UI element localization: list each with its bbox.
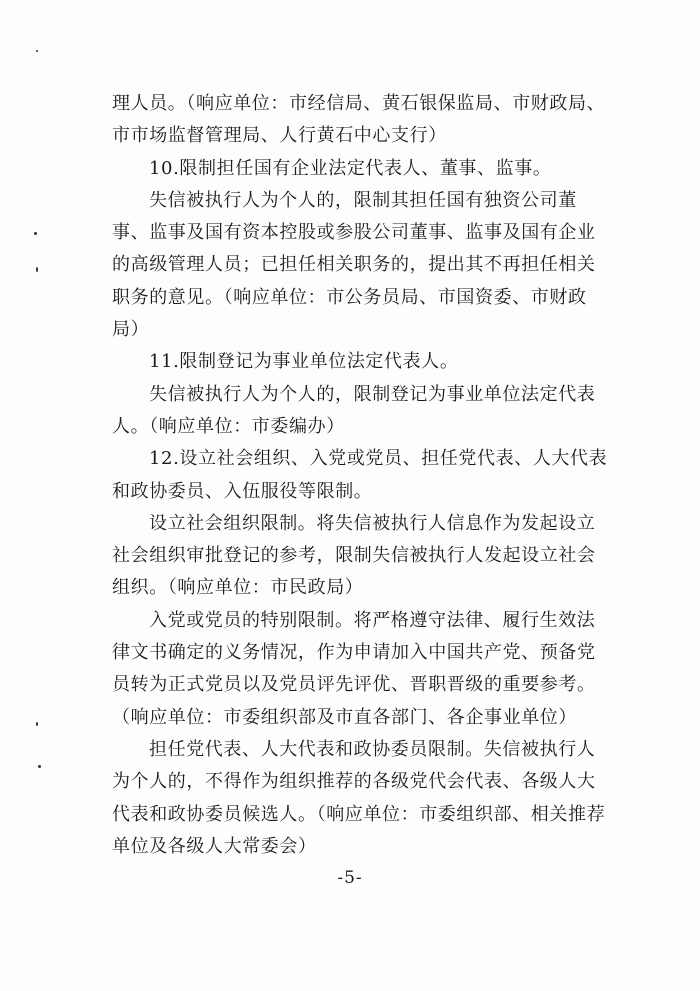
item-heading-10: 10.限制担任国有企业法定代表人、董事、监事。 xyxy=(149,157,552,179)
body-text xyxy=(112,88,612,863)
paragraph: 失信被执行人为个人的，限制其担任国有独资公司董事、监事及国有资本控股或参股公司董事、监事及国有企业的高级管理人员；已担任相关职务的，提出其不再担任相关职务的意见。（响应单位：市公务员局、市国资委、市财政局） xyxy=(112,189,596,341)
item-heading-12: 12.设立社会组织、入党或党员、担任党代表、人大代表和政协委员、入伍服役等限制。 xyxy=(112,448,608,502)
item-heading-11: 11.限制登记为事业单位法定代表人。 xyxy=(149,351,459,373)
scan-speck xyxy=(34,232,37,235)
paragraph-continuation: 理人员。（响应单位：市经信局、黄石银保监局、市财政局、市市场监督管理局、人行黄石中心支行） xyxy=(112,93,606,147)
scan-speck xyxy=(36,722,38,726)
paragraph: 失信被执行人为个人的，限制登记为事业单位法定代表人。（响应单位：市委编办） xyxy=(112,383,596,437)
page-number: -5- xyxy=(337,868,363,888)
scan-speck xyxy=(36,267,38,272)
scan-speck xyxy=(36,50,38,52)
paragraph: 担任党代表、人大代表和政协委员限制。失信被执行人为个人的，不得作为组织推荐的各级党代会代表、各级人大代表和政协委员候选人。（响应单位：市委组织部、相关推荐单位及各级人大常委会） xyxy=(112,738,606,857)
paragraph: 入党或党员的特别限制。将严格遵守法律、履行生效法律文书确定的义务情况，作为申请加入中国共产党、预备党员转为正式党员以及党员评先评优、晋职晋级的重要参考。（响应单位：市委组织部及市直各部门、各企事业单位） xyxy=(112,609,596,728)
scan-speck xyxy=(38,765,41,768)
paragraph: 设立社会组织限制。将失信被执行人信息作为发起设立社会组织审批登记的参考，限制失信被执行人发起设立社会组织。（响应单位：市民政局） xyxy=(112,512,596,599)
